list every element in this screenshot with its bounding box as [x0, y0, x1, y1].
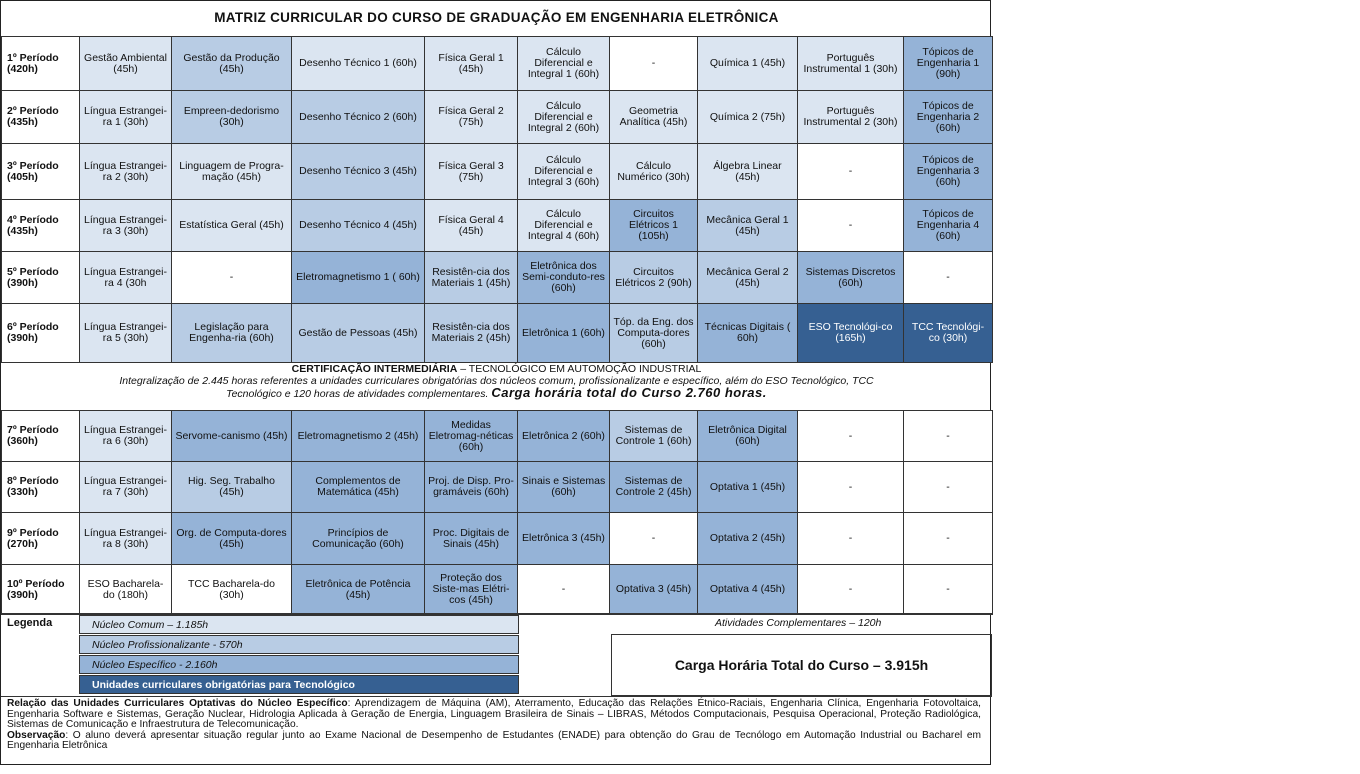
course-cell: Eletrônica de Potência (45h): [292, 565, 425, 615]
period-row: [2, 144, 993, 200]
period-label: 8º Período (330h): [2, 462, 80, 513]
period-row: [2, 252, 993, 304]
legend-profissionalizante: Núcleo Profissionalizante - 570h: [79, 635, 519, 654]
course-cell: Eletromagnetismo 2 (45h): [292, 411, 425, 462]
course-cell: Geometria Analítica (45h): [610, 91, 698, 144]
optativas-label: Relação das Unidades Curriculares Optativas do Núcleo Específico: [7, 698, 348, 709]
notes-block: [7, 699, 981, 752]
course-cell: Sistemas de Controle 1 (60h): [610, 411, 698, 462]
empty-cell: -: [798, 411, 904, 462]
course-cell: Resistên-cia dos Materiais 1 (45h): [425, 252, 518, 304]
empty-cell: -: [904, 411, 993, 462]
period-label: 10º Período (390h): [2, 565, 80, 615]
course-cell: Sistemas de Controle 2 (45h): [610, 462, 698, 513]
course-cell: Eletrônica dos Semi-conduto-res (60h): [518, 252, 610, 304]
course-cell: Álgebra Linear (45h): [698, 144, 798, 200]
empty-cell: -: [904, 513, 993, 565]
certification-line2: Tecnológico e 120 horas de atividades complementares.: [226, 388, 489, 400]
course-cell: Cálculo Diferencial e Integral 1 (60h): [518, 37, 610, 91]
divider: [1, 696, 992, 697]
course-cell: Eletrônica Digital (60h): [698, 411, 798, 462]
course-cell: Legislação para Engenha-ria (60h): [172, 304, 292, 363]
course-cell: Resistên-cia dos Materiais 2 (45h): [425, 304, 518, 363]
legend-atividades: Atividades Complementares – 120h: [715, 617, 882, 629]
course-cell: Optativa 1 (45h): [698, 462, 798, 513]
observacao-label: Observação: [7, 729, 66, 741]
period-label: 1º Período (420h): [2, 37, 80, 91]
course-cell: Física Geral 4 (45h): [425, 200, 518, 252]
course-cell: Medidas Eletromag-néticas (60h): [425, 411, 518, 462]
course-cell: Sinais e Sistemas (60h): [518, 462, 610, 513]
period-row: [2, 304, 993, 363]
course-cell: Física Geral 2 (75h): [425, 91, 518, 144]
period-label: 9º Período (270h): [2, 513, 80, 565]
period-label: 3º Período (405h): [2, 144, 80, 200]
course-cell: TCC Bacharela-do (30h): [172, 565, 292, 615]
course-cell: Gestão de Pessoas (45h): [292, 304, 425, 363]
course-cell: Empreen-dedorismo (30h): [172, 91, 292, 144]
empty-cell: -: [518, 565, 610, 615]
course-cell: Português Instrumental 1 (30h): [798, 37, 904, 91]
course-cell: Cálculo Numérico (30h): [610, 144, 698, 200]
course-cell: Optativa 4 (45h): [698, 565, 798, 615]
empty-cell: -: [798, 462, 904, 513]
course-cell: Língua Estrangei-ra 1 (30h): [80, 91, 172, 144]
course-cell: Circuitos Elétricos 1 (105h): [610, 200, 698, 252]
period-row: [2, 565, 993, 615]
observacao-text: : O aluno deverá apresentar situação regular junto ao Exame Nacional de Desempenho de Estudantes (ENADE) para obtenção do Grau de Tecnólogo em Automação Industrial ou Bacharel em Engenharia Eletrônica: [7, 729, 981, 751]
course-cell: ESO Tecnológi-co (165h): [798, 304, 904, 363]
course-cell: Gestão Ambiental (45h): [80, 37, 172, 91]
course-cell: Tópicos de Engenharia 2 (60h): [904, 91, 993, 144]
empty-cell: -: [798, 565, 904, 615]
course-cell: Desenho Técnico 3 (45h): [292, 144, 425, 200]
course-cell: Complementos de Matemática (45h): [292, 462, 425, 513]
course-cell: Tópicos de Engenharia 4 (60h): [904, 200, 993, 252]
period-row: [2, 200, 993, 252]
empty-cell: -: [904, 252, 993, 304]
empty-cell: -: [172, 252, 292, 304]
course-cell: Hig. Seg. Trabalho (45h): [172, 462, 292, 513]
period-label: 6º Período (390h): [2, 304, 80, 363]
period-label: 7º Período (360h): [2, 411, 80, 462]
certification-block: [1, 364, 992, 410]
period-label: 5º Período (390h): [2, 252, 80, 304]
course-cell: Português Instrumental 2 (30h): [798, 91, 904, 144]
page-title: MATRIZ CURRICULAR DO CURSO DE GRADUAÇÃO EM ENGENHARIA ELETRÔNICA: [214, 10, 779, 25]
course-cell: Linguagem de Progra-mação (45h): [172, 144, 292, 200]
course-cell: Servome-canismo (45h): [172, 411, 292, 462]
empty-cell: -: [904, 462, 993, 513]
course-cell: Sistemas Discretos (60h): [798, 252, 904, 304]
period-label: 4º Período (435h): [2, 200, 80, 252]
course-cell: Eletrônica 1 (60h): [518, 304, 610, 363]
period-row: [2, 91, 993, 144]
course-cell: Cálculo Diferencial e Integral 3 (60h): [518, 144, 610, 200]
course-cell: Mecânica Geral 2 (45h): [698, 252, 798, 304]
course-cell: Língua Estrangei-ra 4 (30h: [80, 252, 172, 304]
course-cell: Física Geral 3 (75h): [425, 144, 518, 200]
empty-cell: -: [610, 513, 698, 565]
course-cell: Org. de Computa-dores (45h): [172, 513, 292, 565]
period-row: [2, 462, 993, 513]
course-cell: Técnicas Digitais ( 60h): [698, 304, 798, 363]
legend-label: Legenda: [7, 617, 53, 629]
course-cell: Química 2 (75h): [698, 91, 798, 144]
curriculum-grid-bottom: [1, 410, 993, 615]
course-cell: Química 1 (45h): [698, 37, 798, 91]
empty-cell: -: [798, 144, 904, 200]
period-row: [2, 411, 993, 462]
course-cell: Eletrônica 3 (45h): [518, 513, 610, 565]
certification-total: Carga horária total do Curso 2.760 horas.: [491, 385, 767, 400]
course-cell: Cálculo Diferencial e Integral 2 (60h): [518, 91, 610, 144]
course-cell: Língua Estrangei-ra 3 (30h): [80, 200, 172, 252]
course-cell: Optativa 3 (45h): [610, 565, 698, 615]
course-cell: Tópicos de Engenharia 1 (90h): [904, 37, 993, 91]
course-cell: Estatística Geral (45h): [172, 200, 292, 252]
course-cell: Mecânica Geral 1 (45h): [698, 200, 798, 252]
course-cell: TCC Tecnológi-co (30h): [904, 304, 993, 363]
empty-cell: -: [904, 565, 993, 615]
course-cell: Língua Estrangei-ra 7 (30h): [80, 462, 172, 513]
course-cell: Eletrônica 2 (60h): [518, 411, 610, 462]
optativas-text: : Aprendizagem de Máquina (AM), Aterramento, Educação das Relações Étnico-Raciais, Engenharia Clínica, Engenharia Fotovoltaica, Engenharia Software e Sistemas, Geração Nuclear, Hidrologia Aplicada à Geração de Energia, Linguagem Brasileira de Sinais – LIBRAS, Métodos Computacionais, Pesquisa Operacional, Proteção Radiológica, Sistemas de Comunicação e Infraestrutura de Telecomunicação.: [7, 698, 981, 730]
certification-heading: CERTIFICAÇÃO INTERMEDIÁRIA: [291, 363, 458, 375]
course-cell: Proc. Digitais de Sinais (45h): [425, 513, 518, 565]
course-cell: ESO Bacharela-do (180h): [80, 565, 172, 615]
legend-tecnologico: Unidades curriculares obrigatórias para Tecnológico: [79, 675, 519, 694]
course-cell: Eletromagnetismo 1 ( 60h): [292, 252, 425, 304]
empty-cell: -: [798, 513, 904, 565]
course-cell: Proj. de Disp. Pro-gramáveis (60h): [425, 462, 518, 513]
period-label: 2º Período (435h): [2, 91, 80, 144]
total-hours: Carga Horária Total do Curso – 3.915h: [611, 634, 992, 696]
course-cell: Desenho Técnico 2 (60h): [292, 91, 425, 144]
course-cell: Cálculo Diferencial e Integral 4 (60h): [518, 200, 610, 252]
course-cell: Língua Estrangei-ra 8 (30h): [80, 513, 172, 565]
legend-comum: Núcleo Comum – 1.185h: [79, 615, 519, 634]
course-cell: Optativa 2 (45h): [698, 513, 798, 565]
period-row: [2, 37, 993, 91]
course-cell: Desenho Técnico 1 (60h): [292, 37, 425, 91]
curriculum-grid-top: [1, 36, 993, 363]
course-cell: Tóp. da Eng. dos Computa-dores (60h): [610, 304, 698, 363]
period-row: [2, 513, 993, 565]
course-cell: Língua Estrangei-ra 6 (30h): [80, 411, 172, 462]
certification-line1: Integralização de 2.445 horas referentes a unidades curriculares obrigatórias dos núcleos comum, profissionalizante e específico, além do ESO Tecnológico, TCC: [119, 374, 874, 387]
course-cell: Circuitos Elétricos 2 (90h): [610, 252, 698, 304]
empty-cell: -: [610, 37, 698, 91]
course-cell: Língua Estrangei-ra 2 (30h): [80, 144, 172, 200]
course-cell: Princípios de Comunicação (60h): [292, 513, 425, 565]
empty-cell: -: [798, 200, 904, 252]
course-cell: Gestão da Produção (45h): [172, 37, 292, 91]
legend-especifico: Núcleo Específico - 2.160h: [79, 655, 519, 674]
course-cell: Proteção dos Siste-mas Elétri-cos (45h): [425, 565, 518, 615]
divider: [1, 613, 992, 614]
course-cell: Língua Estrangei-ra 5 (30h): [80, 304, 172, 363]
course-cell: Física Geral 1 (45h): [425, 37, 518, 91]
course-cell: Tópicos de Engenharia 3 (60h): [904, 144, 993, 200]
certification-heading-rest: – TECNOLÓGICO EM AUTOMOÇÃO INDUSTRIAL: [457, 363, 702, 375]
course-cell: Desenho Técnico 4 (45h): [292, 200, 425, 252]
